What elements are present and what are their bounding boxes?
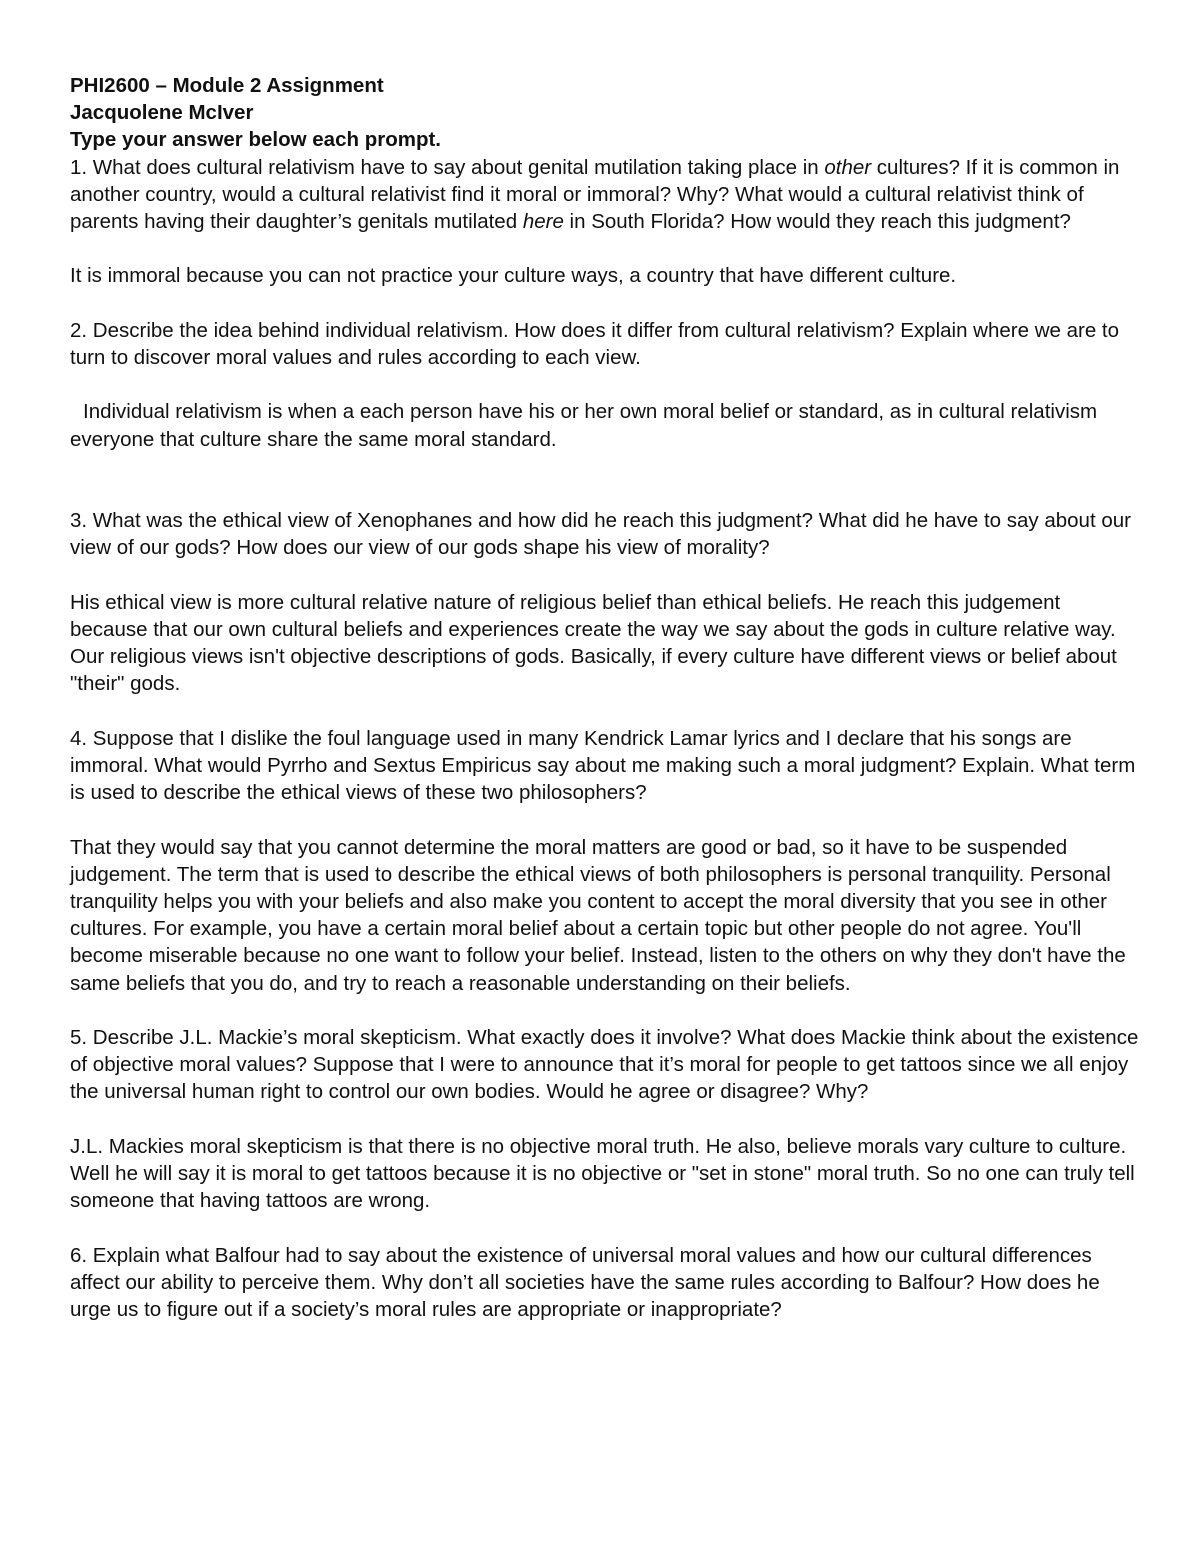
question-2: 2. Describe the idea behind individual relativism. How does it differ from cultural relativism? Explain where we are to turn to discover moral values and rules according to each view. xyxy=(70,318,1120,369)
question-4: 4. Suppose that I dislike the foul language used in many Kendrick Lamar lyrics and I declare that his songs are immoral. What would Pyrrho and Sextus Empiricus say about me making such a moral judgment? Explain. What term is used to describe the ethical views of these two philosophers? xyxy=(70,726,1136,805)
answer-2: Individual relativism is when a each person have his or her own moral belief or standard, as in cultural relativism everyone that culture share the same moral standard. xyxy=(70,400,1098,451)
answer-5: J.L. Mackies moral skepticism is that there is no objective moral truth. He also, believe morals vary culture to culture. Well he will say it is moral to get tattoos because it is no objective or "set in stone" moral truth. So no one can truly tell someone that having tattoos are wrong. xyxy=(70,1134,1135,1213)
author-name: Jacquolene McIver xyxy=(70,101,254,125)
question-1: 1. What does cultural relativism have to say about genital mutilation taking place in other cultures? If it is common in another country, would a cultural relativist find it moral or immoral? Why? What would a cultural relativist think of parents having their daughter’s genitals mutilated here in South Florida? How would they reach this judgment? xyxy=(70,155,1120,234)
question-5: 5. Describe J.L. Mackie’s moral skepticism. What exactly does it involve? What does Mackie think about the existence of objective moral values? Suppose that I were to announce that it’s moral for people to get tattoos since we all enjoy the universal human right to control our own bodies. Would he agree or disagree? Why? xyxy=(70,1025,1139,1104)
question-3: 3. What was the ethical view of Xenophanes and how did he reach this judgment? What did he have to say about our view of our gods? How does our view of our gods shape his view of morality? xyxy=(70,509,1131,560)
answer-3: His ethical view is more cultural relative nature of religious belief than ethical beliefs. He reach this judgement because that our own cultural beliefs and experiences create the way we say about the gods in culture relative way. Our religious views isn't objective descriptions of gods. Basically, if every culture have different views or belief about "their" gods. xyxy=(70,590,1117,696)
answer-4: That they would say that you cannot determine the moral matters are good or bad, so it have to be suspended judgement. The term that is used to describe the ethical views of both philosophers is personal tranquility. Personal tranquility helps you with your beliefs and also make you content to accept the moral diversity that you see in other cultures. For example, you have a certain moral belief about a certain topic but other people do not agree. You'll become miserable because no one want to follow your belief. Instead, listen to the others on why they don't have the same beliefs that you do, and try to reach a reasonable understanding on their beliefs. xyxy=(70,835,1126,995)
emphasis-other: other xyxy=(824,155,872,179)
document-page xyxy=(70,72,1140,1323)
document-title: PHI2600 – Module 2 Assignment xyxy=(70,74,384,97)
answer-1: It is immoral because you can not practice your culture ways, a country that have different culture. xyxy=(70,264,957,288)
question-6: 6. Explain what Balfour had to say about the existence of universal moral values and how our cultural differences affect our ability to perceive them. Why don’t all societies have the same rules according to Balfour? How does he urge us to figure out if a society’s moral rules are appropriate or inappropriate? xyxy=(70,1243,1100,1321)
emphasis-here: here xyxy=(522,210,564,234)
instruction-line: Type your answer below each prompt. xyxy=(70,128,441,152)
